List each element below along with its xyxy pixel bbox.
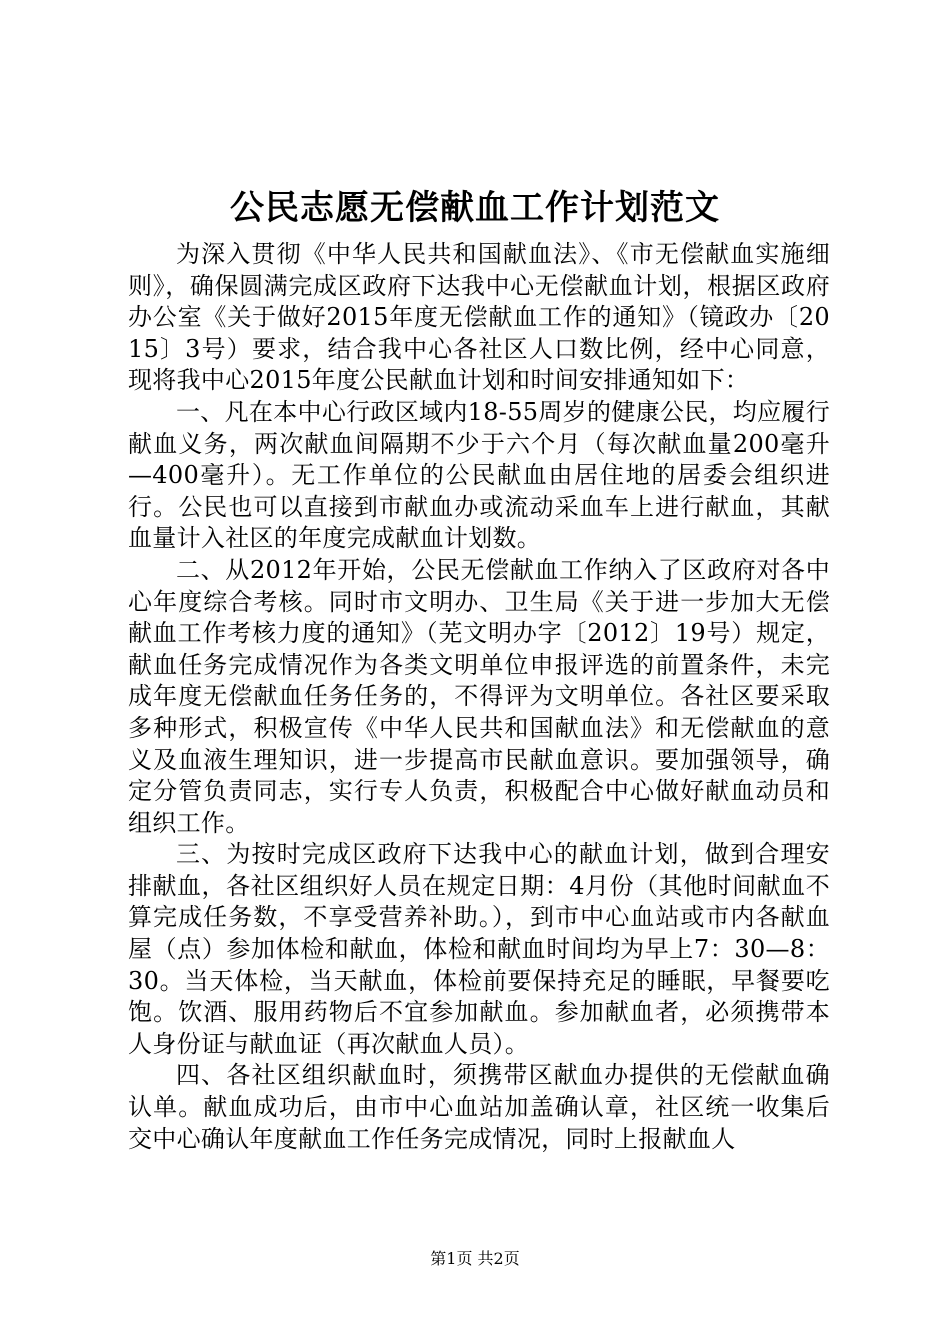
paragraph-section-1: 一、凡在本中心行政区域内18-55周岁的健康公民，均应履行献血义务，两次献血间隔期不少于六个月（每次献血量200毫升—400毫升）。无工作单位的公民献血由居住地的居委会组织进行。公民也可以直接到市献血办或流动采血车上进行献血，其献血量计入社区的年度完成献血计划数。 [128,397,830,553]
page-footer: 第1页 共2页 [430,1249,520,1268]
paragraph-section-2: 二、从2012年开始，公民无偿献血工作纳入了区政府对各中心年度综合考核。同时市文明办、卫生局《关于进一步加大无偿献血工作考核力度的通知》（芜文明办字〔2012〕19号）规定，献血任务完成情况作为各类文明单位申报评选的前置条件，未完成年度无偿献血任务任务的，不得评为文明单位。各社区要采取多种形式，积极宣传《中华人民共和国献血法》和无偿献血的意义及血液生理知识，进一步提高市民献血意识。要加强领导，确定分管负责同志，实行专人负责，积极配合中心做好献血动员和组织工作。 [128,555,830,837]
paragraph-section-3: 三、为按时完成区政府下达我中心的献血计划，做到合理安排献血，各社区组织好人员在规定日期：4月份（其他时间献血不算完成任务数，不享受营养补助。），到市中心血站或市内各献血屋（点）参加体检和献血，体检和献血时间均为早上7：30—8：30。当天体检，当天献血，体检前要保持充足的睡眠，早餐要吃饱。饮酒、服用药物后不宜参加献血。参加献血者，必须携带本人身份证与献血证（再次献血人员）。 [128,840,830,1058]
paragraph-section-4: 四、各社区组织献血时，须携带区献血办提供的无偿献血确认单。献血成功后，由市中心血站加盖确认章，社区统一收集后交中心确认年度献血工作任务完成情况，同时上报献血人 [128,1061,830,1153]
document-title: 公民志愿无偿献血工作计划范文 [230,188,720,228]
document-body [128,239,830,1155]
paragraph-intro: 为深入贯彻《中华人民共和国献血法》、《市无偿献血实施细则》，确保圆满完成区政府下达我中心无偿献血计划，根据区政府办公室《关于做好2015年度无偿献血工作的通知》（镜政办〔2015〕3号）要求，结合我中心各社区人口数比例，经中心同意，现将我中心2015年度公民献血计划和时间安排通知如下： [128,240,830,395]
